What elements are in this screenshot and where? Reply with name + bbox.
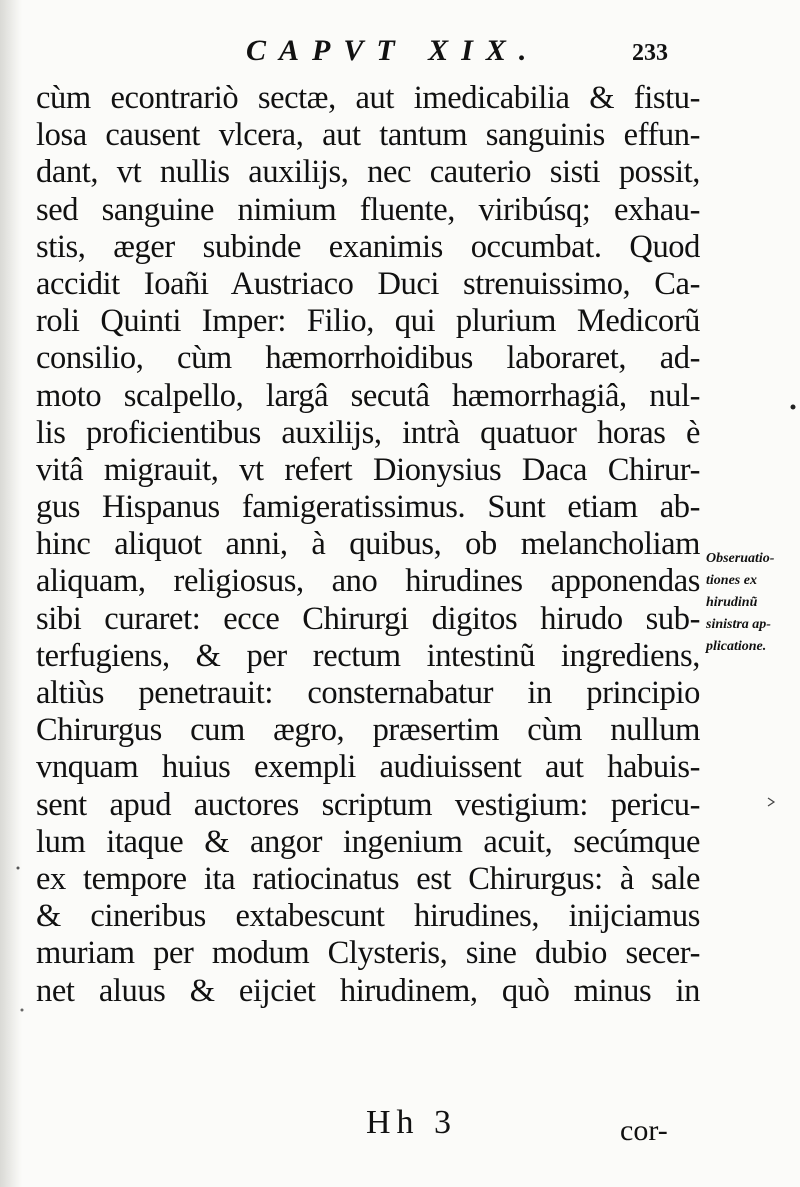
text-line: terfugiens, & per rectum intestinũ ingrediens, [36, 637, 700, 674]
page-number: 233 [632, 40, 668, 66]
marginal-note-line: Obseruatio- [706, 551, 775, 566]
text-line: sed sanguine nimium fluente, viribúsq; exhau- [36, 191, 700, 228]
text-line: Chirurgus cum ægro, præsertim cùm nullum [36, 712, 700, 749]
text-line: sent apud auctores scriptum vestigium: pericu- [36, 786, 700, 823]
text-line: consilio, cùm hæmorrhoidibus laboraret, ad- [36, 340, 700, 377]
text-line: losa causent vlcera, aut tantum sanguinis effun- [36, 117, 700, 154]
text-line: dant, vt nullis auxilijs, nec cauterio sisti possit, [36, 154, 700, 191]
text-line: hinc aliquot anni, à quibus, ob melancholiam [36, 526, 700, 563]
text-line: moto scalpello, largâ secutâ hæmorrhagiâ, nul- [36, 377, 700, 414]
text-line: vitâ migrauit, vt refert Dionysius Daca Chirur- [36, 451, 700, 488]
text-line: roli Quinti Imper: Filio, qui plurium Medicorũ [36, 303, 700, 340]
text-line: accidit Ioañi Austriaco Duci strenuissimo, Ca- [36, 265, 700, 302]
text-line: muriam per modum Clysteris, sine dubio secer- [36, 935, 700, 972]
text-line: lum itaque & angor ingenium acuit, secúmque [36, 823, 700, 860]
chapter-title: CAPVT XIX. [246, 34, 540, 67]
text-line: gus Hispanus famigeratissimus. Sunt etiam ab- [36, 489, 700, 526]
catchword: cor- [620, 1114, 668, 1147]
text-line: stis, æger subinde exanimis occumbat. Quod [36, 228, 700, 265]
marginal-note-line: tiones ex [706, 573, 757, 588]
text-line: altiùs penetrauit: consternabatur in principio [36, 675, 700, 711]
marginal-note-line: sinistra ap- [706, 617, 771, 632]
marginal-note-line: plicatione. [706, 639, 767, 654]
text-line: sibi curaret: ecce Chirurgi digitos hirudo sub- [36, 600, 700, 637]
text-line: lis proficientibus auxilijs, intrà quatuor horas è [36, 414, 700, 451]
text-line: cùm econtrariò sectæ, aut imedicabilia & fistu- [36, 80, 700, 116]
marginal-note-line: hirudinũ [706, 595, 758, 610]
text-line: net aluus & eijciet hirudinem, quò minus in [36, 972, 700, 1009]
text-line: & cineribus extabescunt hirudines, inijciamus [36, 898, 700, 935]
text-line: aliquam, religiosus, ano hirudines apponendas [36, 563, 700, 600]
signature-mark: Hh 3 [366, 1104, 458, 1141]
text-line: vnquam huius exempli audiuissent aut habuis- [36, 749, 700, 786]
text-line: ex tempore ita ratiocinatus est Chirurgus: à sale [36, 860, 700, 897]
